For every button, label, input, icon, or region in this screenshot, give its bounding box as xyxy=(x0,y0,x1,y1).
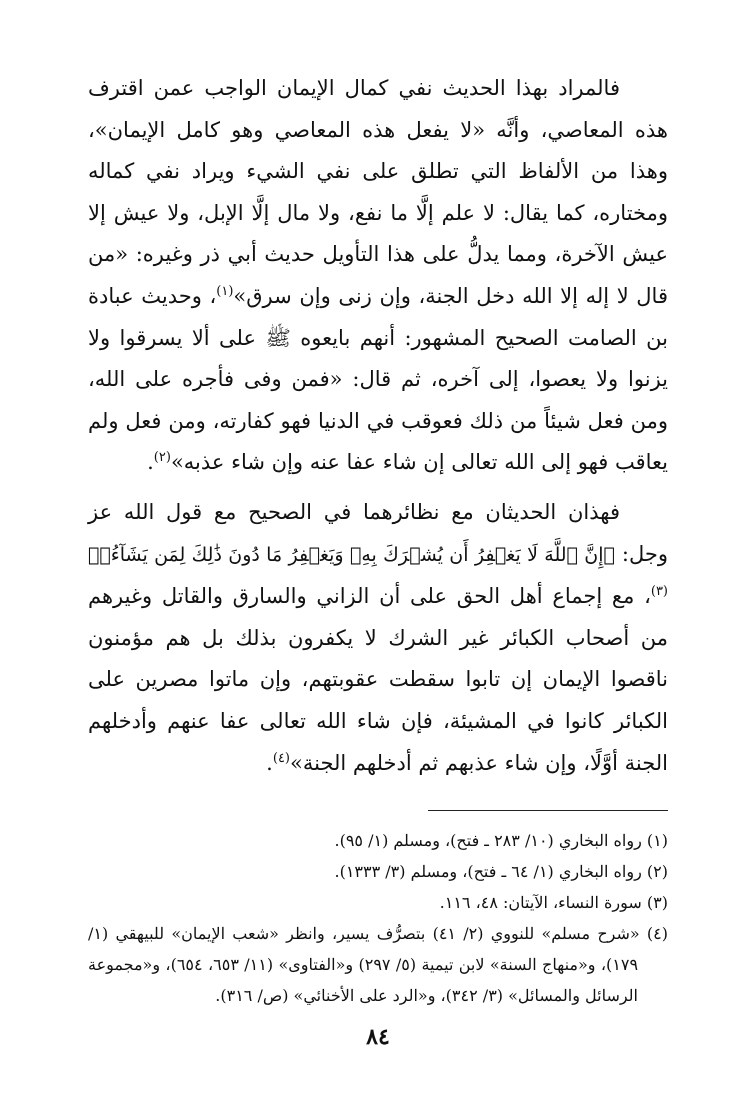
paragraph xyxy=(88,492,668,784)
paragraph-text: ، وحديث عبادة بن الصامت الصحيح المشهور: أنهم بايعوه ﷺ على ألا يسرقوا ولا يزنوا ولا يعصوا، إلى آخره، ثم قال: «فمن وفى فأجره على الله، ومن فعل شيئاً من ذلك فعوقب في الدنيا فهو كفارته، ومن فعل ولم يعاقب فهو إلى الله تعالى إن شاء عفا عنه وإن شاء عذبه» xyxy=(88,283,668,475)
paragraph-end: . xyxy=(147,450,154,475)
quran-verse: ﴿إِنَّ ٱللَّهَ لَا يَغۡفِرُ أَن يُشۡرَكَ بِهِۦ وَيَغۡفِرُ مَا دُونَ ذَٰلِكَ لِمَن يَشَآءُۚ﴾ xyxy=(88,543,615,566)
page-number: ٨٤ xyxy=(366,1024,390,1050)
footnote-item: (٢) رواه البخاري (١/ ٦٤ ـ فتح)، ومسلم (٣/ ١٣٣٣). xyxy=(334,862,668,882)
paragraph xyxy=(88,68,668,484)
footnote-divider xyxy=(428,810,668,811)
footnote-reference[interactable]: (٤) xyxy=(272,750,290,766)
footnote-item: (١) رواه البخاري (١٠/ ٢٨٣ ـ فتح)، ومسلم (١/ ٩٥). xyxy=(334,831,668,851)
footnotes xyxy=(88,825,668,1011)
paragraph-text: فالمراد بهذا الحديث نفي كمال الإيمان الواجب عمن اقترف هذه المعاصي، وأنَّه «لا يفعل هذه المعاصي وهو كامل الإيمان»، وهذا من الألفاظ التي تطلق على نفي الشيء ويراد نفي كماله ومختاره، كما يقال: لا علم إلَّا ما نفع، ولا مال إلَّا الإبل، ولا عيش إلا عيش الآخرة، ومما يدلُّ على هذا التأويل حديث أبي ذر وغيره: «من قال لا إله إلا الله دخل الجنة، وإن زنى وإن سرق» xyxy=(88,76,668,308)
footnote-reference[interactable]: (٣) xyxy=(650,584,668,600)
footnote-item: (٤) «شرح مسلم» للنووي (٢/ ٤١) بتصرُّف يسير، وانظر «شعب الإيمان» للبيهقي (١/ ١٧٩)، و«منهاج السنة» لابن تيمية (٥/ ٢٩٧) و«الفتاوى» (١١/ ٦٥٣، ٦٥٤)، و«مجموعة الرسائل والمسائل» (٣/ ٣٤٢)، و«الرد على الأخنائي» (ص/ ٣١٦). xyxy=(88,924,668,1006)
paragraph-text: ، مع إجماع أهل الحق على أن الزاني والسارق والقاتل وغيرهم من أصحاب الكبائر غير الشرك لا يكفرون بذلك بل هم مؤمنون ناقصوا الإيمان إن تابوا سقطت عقوبتهم، وإن ماتوا مصرين على الكبائر كانوا في المشيئة، فإن شاء الله تعالى عفا عنهم وأدخلهم الجنة أوَّلًا، وإن شاء عذبهم ثم أدخلهم الجنة» xyxy=(88,584,668,775)
footnote-item: (٣) سورة النساء، الآيتان: ٤٨، ١١٦. xyxy=(439,893,668,913)
paragraph-end: . xyxy=(266,750,273,775)
footnote-reference[interactable]: (١) xyxy=(216,283,234,299)
footnote-reference[interactable]: (٢) xyxy=(153,450,171,466)
paragraph-text: فهذان الحديثان مع نظائرهما في الصحيح مع قول الله عز وجل: xyxy=(88,499,668,566)
main-text xyxy=(88,68,668,784)
